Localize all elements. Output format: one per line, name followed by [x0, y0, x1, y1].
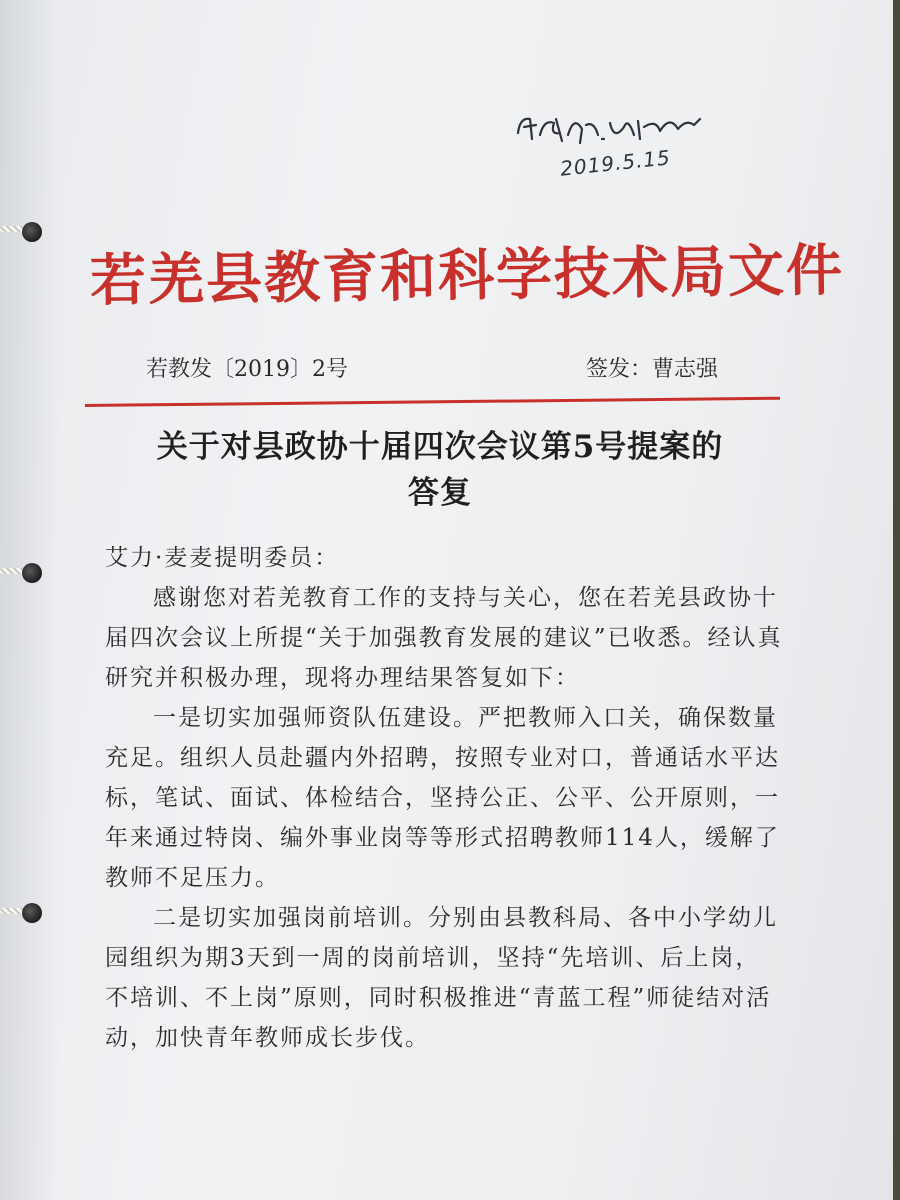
document-signer: 签发：曹志强 — [586, 357, 719, 382]
binding-hole — [22, 222, 42, 242]
page-edge-shadow — [0, 0, 60, 1200]
red-separator-line — [85, 397, 780, 407]
handwritten-approval-note — [510, 105, 720, 185]
binding-hole — [22, 903, 42, 923]
handwritten-date: 2019.5.15 — [559, 145, 672, 181]
body-paragraph: 感谢您对若羌教育工作的支持与关心，您在若羌县政协十届四次会议上所提“关于加强教育发展的建议”已收悉。经认真研究并积极办理，现将办理结果答复如下： — [105, 585, 783, 691]
document-number: 若教发〔2019〕2号 — [146, 357, 348, 382]
document-masthead: 若羌县教育和科学技术局文件 — [89, 237, 845, 314]
salutation: 艾力·麦麦提明委员： — [105, 545, 340, 571]
document-title — [100, 424, 780, 516]
title-line-1: 关于对县政协十届四次会议第5号提案的 — [156, 429, 724, 465]
document-body — [105, 538, 785, 1058]
handwritten-signature — [510, 105, 720, 155]
body-paragraph: 二是切实加强岗前培训。分别由县教科局、各中小学幼儿园组织为期3天到一周的岗前培训，坚持“先培训、后上岗，不培训、不上岗”原则，同时积极推进“青蓝工程”师徒结对活动，加快青年教师成长步伐。 — [105, 905, 778, 1051]
binding-hole — [22, 563, 42, 583]
body-paragraph: 一是切实加强师资队伍建设。严把教师入口关，确保数量充足。组织人员赴疆内外招聘，按照专业对口，普通话水平达标，笔试、面试、体检结合，坚持公正、公平、公开原则，一年来通过特岗、编外事业岗等等形式招聘教师114人，缓解了教师不足压力。 — [105, 705, 780, 891]
title-line-2: 答复 — [408, 475, 472, 511]
